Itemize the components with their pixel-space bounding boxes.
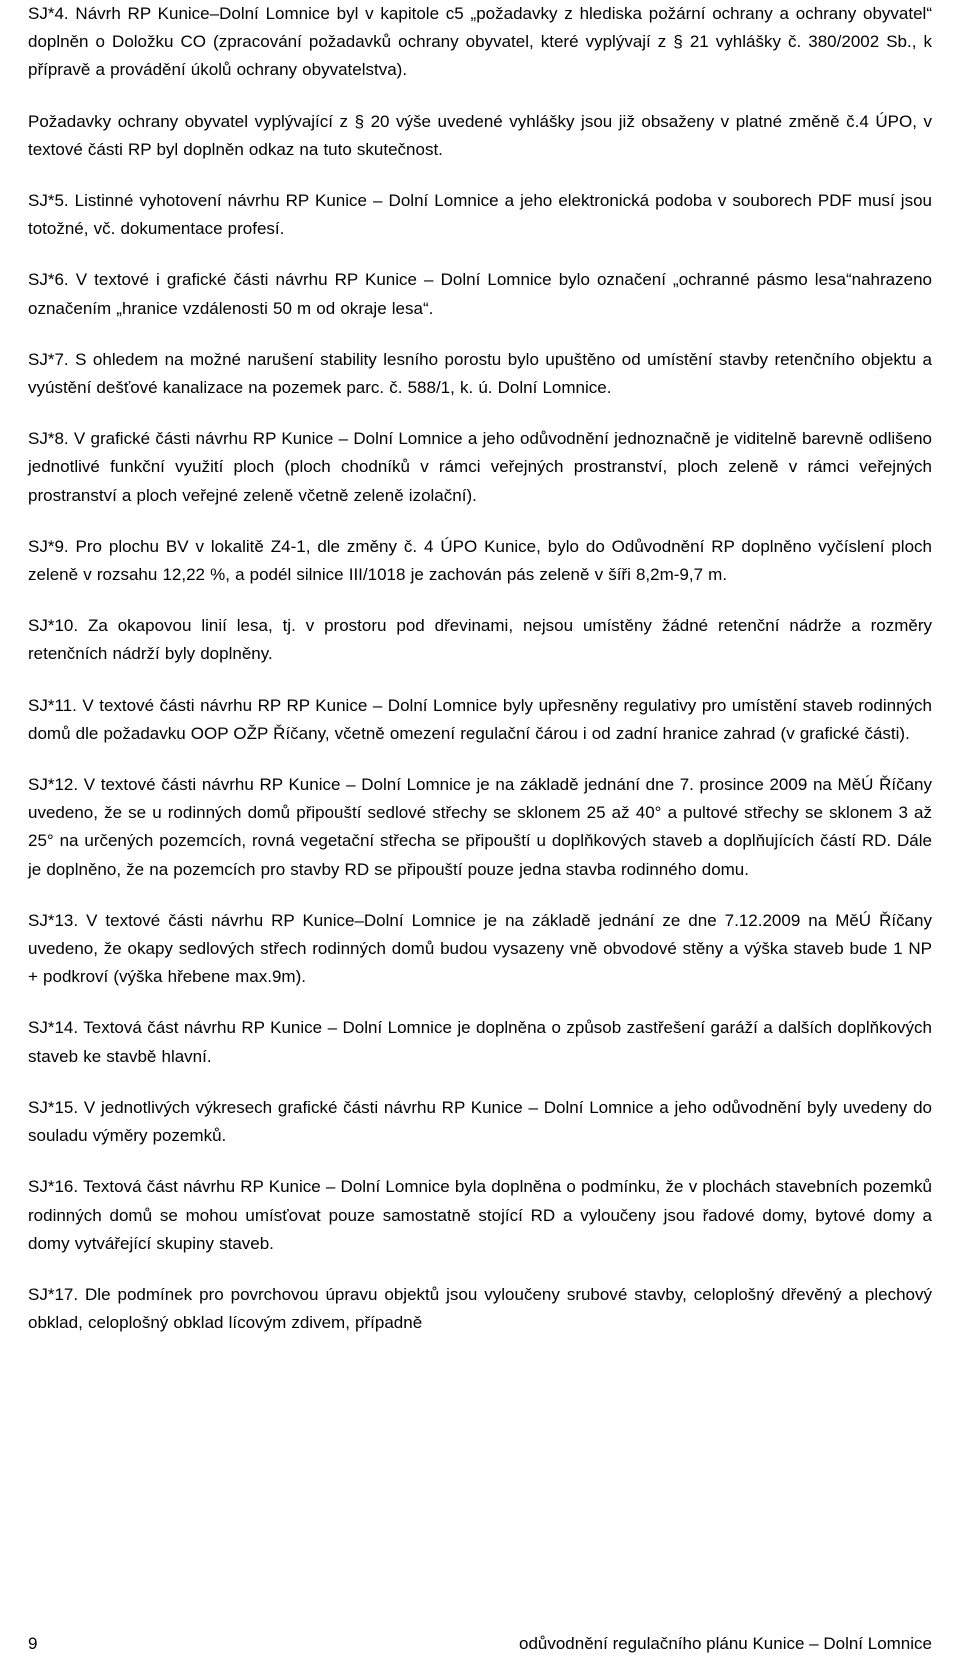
paragraph-sj7: SJ*7. S ohledem na možné narušení stability lesního porostu bylo upuštěno od umístění stavby retenčního objektu a vyústění dešťové kanalizace na pozemek parc. č. 588/1, k. ú. Dolní Lomnice. — [28, 349, 932, 398]
paragraph-sj11: SJ*11. V textové části návrhu RP RP Kunice – Dolní Lomnice byly upřesněny regulativy pro umístění staveb rodinných domů dle požadavku OOP OŽP Říčany, včetně omezení regulační čárou i od zadní hranice zahrad (v grafické části). — [28, 695, 932, 743]
paragraph-sj16: SJ*16. Textová část návrhu RP Kunice – Dolní Lomnice byla doplněna o podmínku, že v plochách stavebních pozemků rodinných domů se mohou umísťovat pouze samostatně stojící RD a vyloučeny jsou řadové domy, bytové domy a domy vytvářející skupiny staveb. — [28, 1177, 932, 1253]
paragraph-sj5: SJ*5. Listinné vyhotovení návrhu RP Kunice – Dolní Lomnice a jeho elektronická podoba v souborech PDF musí jsou totožné, vč. dokumentace profesí. — [28, 191, 932, 239]
paragraph-sj4: SJ*4. Návrh RP Kunice–Dolní Lomnice byl v kapitole c5 „požadavky z hlediska požární ochrany a ochrany obyvatel“ doplněn o Doložku CO (zpracování požadavků ochrany obyvatel, které vyplývají z § 21 vyhlášky č. 380/2002 Sb., k přípravě a provádění úkolů ochrany obyvatelstva). — [28, 4, 932, 80]
paragraph-sj14: SJ*14. Textová část návrhu RP Kunice – Dolní Lomnice je doplněna o způsob zastřešení garáží a dalších doplňkových staveb ke stavbě hlavní. — [28, 1018, 932, 1066]
paragraph-sj8: SJ*8. V grafické části návrhu RP Kunice – Dolní Lomnice a jeho odůvodnění jednoznačně je viditelně barevně odlišeno jednotlivé funkční využití ploch (ploch chodníků v rámci veřejných prostranství, ploch zeleně v rámci veřejných prostranství a ploch veřejné zeleně včetně zeleně izolační). — [28, 429, 932, 505]
footer-title: odůvodnění regulačního plánu Kunice – Dolní Lomnice — [518, 1634, 932, 1653]
paragraph-sj10: SJ*10. Za okapovou linií lesa, tj. v prostoru pod dřevinami, nejsou umístěny žádné retenční nádrže a rozměry retenčních nádrží byly doplněny. — [28, 616, 932, 664]
page-footer — [28, 1632, 932, 1656]
page-number: 9 — [28, 1634, 38, 1653]
document-body — [28, 0, 932, 1360]
paragraph-sj9: SJ*9. Pro plochu BV v lokalitě Z4-1, dle změny č. 4 ÚPO Kunice, bylo do Odůvodnění RP doplněno vyčíslení ploch zeleně v rozsahu 12,22 %, a podél silnice III/1018 je zachován pás zeleně v šíři 8,2m-9,7 m. — [28, 536, 932, 585]
paragraph-sj15: SJ*15. V jednotlivých výkresech grafické části návrhu RP Kunice – Dolní Lomnice a jeho odůvodnění byly uvedeny do souladu výměry pozemků. — [28, 1097, 932, 1146]
paragraph-sj13: SJ*13. V textové části návrhu RP Kunice–Dolní Lomnice je na základě jednání ze dne 7.12.2009 na MěÚ Říčany uvedeno, že okapy sedlových střech rodinných domů budou vysazeny vně obvodové stěny a výška staveb bude 1 NP + podkroví (výška hřebene max.9m). — [28, 910, 932, 987]
paragraph-sj12: SJ*12. V textové části návrhu RP Kunice – Dolní Lomnice je na základě jednání dne 7. prosince 2009 na MěÚ Říčany uvedeno, že se u rodinných domů připouští sedlové střechy se sklonem 25 až 40° a pultové střechy se sklonem 3 až 25° na určených pozemcích, rovná vegetační střecha se připouští u doplňkových staveb a doplňujících částí RD. Dále je doplněno, že na pozemcích pro stavby RD se připouští pouze jedna stavba rodinného domu. — [28, 775, 932, 879]
paragraph-sj17: SJ*17. Dle podmínek pro povrchovou úpravu objektů jsou vyloučeny srubové stavby, celoplošný dřevěný a plechový obklad, celoplošný obklad lícovým zdivem, případně — [28, 1284, 932, 1333]
paragraph-sj6: SJ*6. V textové i grafické části návrhu RP Kunice – Dolní Lomnice bylo označení „ochranné pásmo lesa“nahrazeno označením „hranice vzdálenosti 50 m od okraje lesa“. — [28, 270, 932, 318]
paragraph-sj4-continued: Požadavky ochrany obyvatel vyplývající z § 20 výše uvedené vyhlášky jsou již obsaženy v platné změně č.4 ÚPO, v textové části RP byl doplněn odkaz na tuto skutečnost. — [28, 111, 932, 159]
